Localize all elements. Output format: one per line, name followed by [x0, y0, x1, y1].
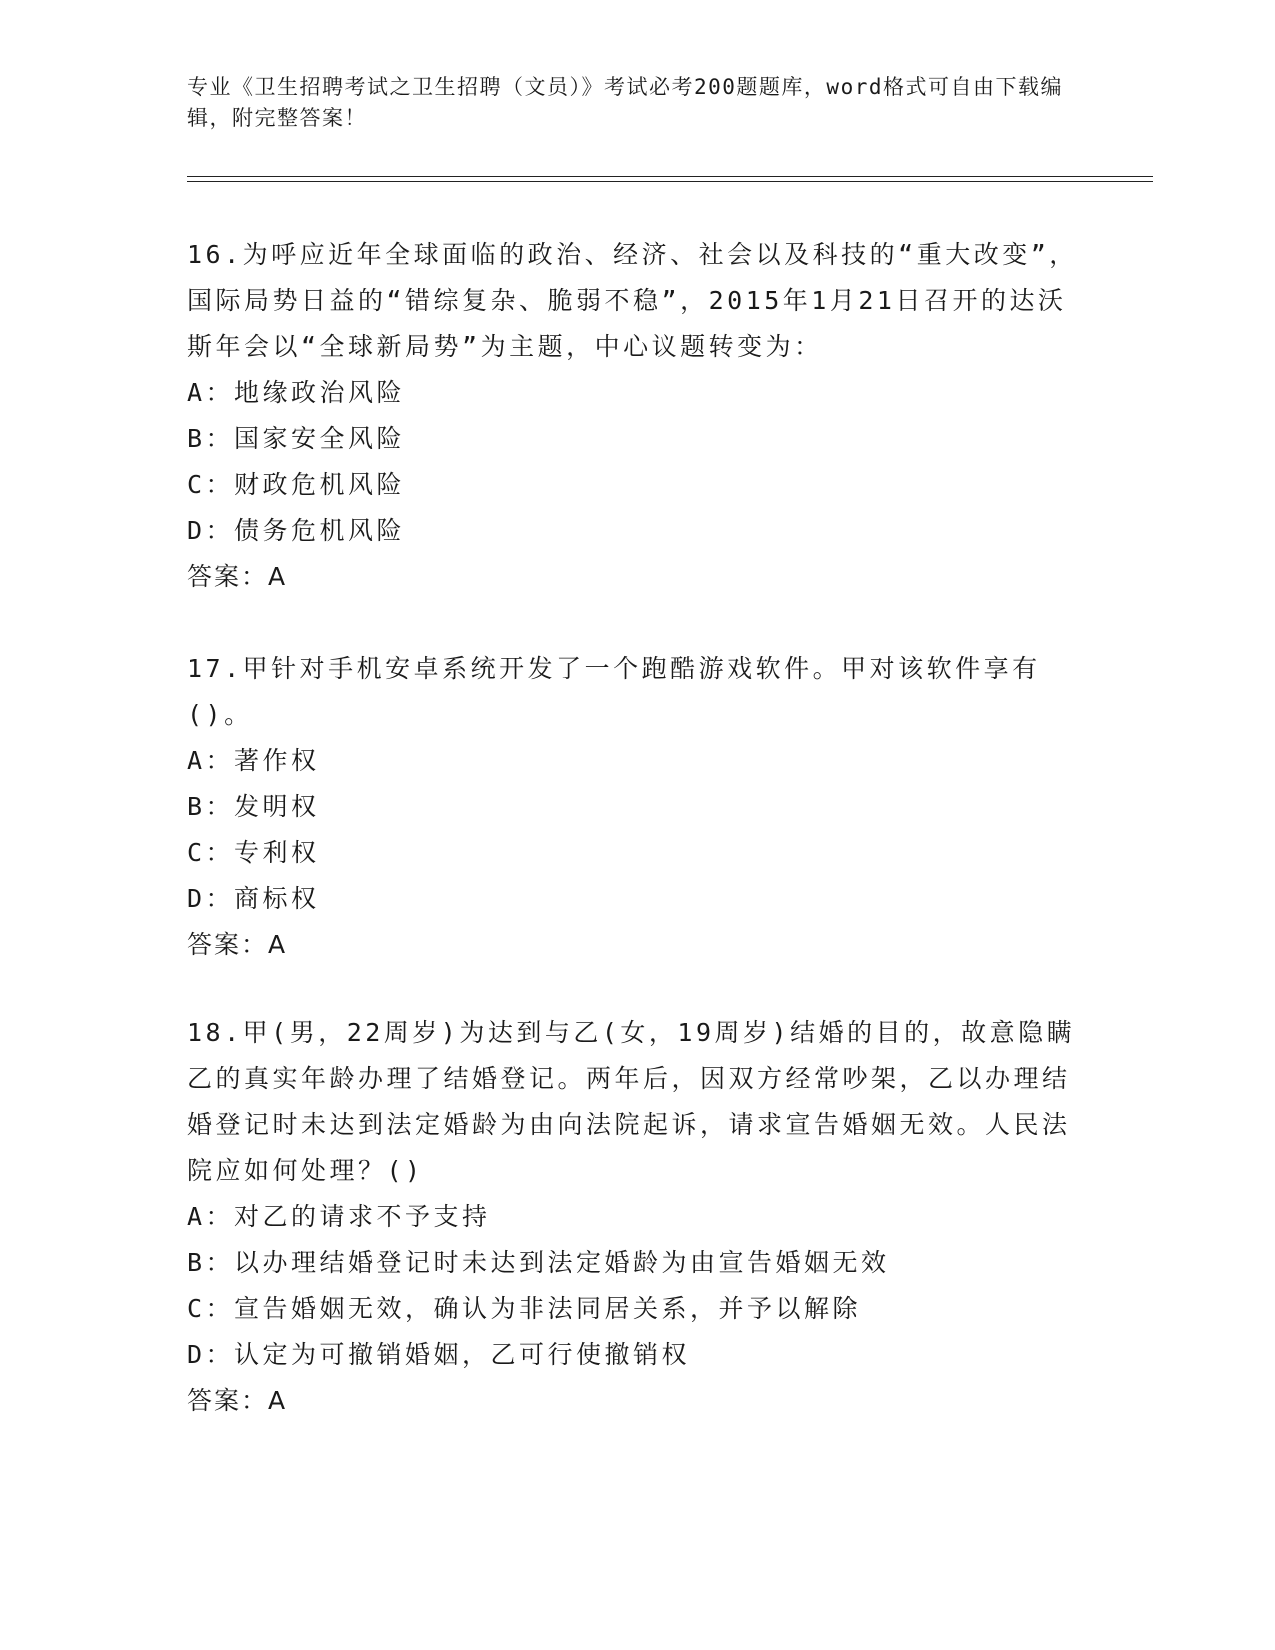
question-16 — [187, 232, 1087, 600]
option-d: D：商标权 — [187, 884, 320, 913]
option-d: D：债务危机风险 — [187, 516, 406, 545]
option-c: C：宣告婚姻无效，确认为非法同居关系，并予以解除 — [187, 1294, 862, 1323]
option-b: B：发明权 — [187, 792, 320, 821]
question-18 — [187, 1010, 1087, 1424]
header-divider-top — [187, 176, 1153, 177]
option-c: C：专利权 — [187, 838, 320, 867]
question-17 — [187, 646, 1087, 968]
option-a: A：对乙的请求不予支持 — [187, 1202, 491, 1231]
question-stem: 16.为呼应近年全球面临的政治、经济、社会以及科技的“重大改变”，国际局势日益的“错综复杂、脆弱不稳”，2015年1月21日召开的达沃斯年会以“全球新局势”为主题，中心议题转变为： — [187, 240, 1078, 361]
option-b: B：以办理结婚登记时未达到法定婚龄为由宣告婚姻无效 — [187, 1248, 890, 1277]
option-a: A：地缘政治风险 — [187, 378, 406, 407]
header-divider-bottom — [187, 181, 1153, 182]
option-b: B：国家安全风险 — [187, 424, 406, 453]
option-a: A：著作权 — [187, 746, 320, 775]
option-c: C：财政危机风险 — [187, 470, 406, 499]
answer-line: 答案：A — [187, 930, 288, 959]
answer-line: 答案：A — [187, 1386, 288, 1415]
question-stem: 18.甲(男，22周岁)为达到与乙(女，19周岁)结婚的目的，故意隐瞒乙的真实年龄办理了结婚登记。两年后，因双方经常吵架，乙以办理结婚登记时未达到法定婚龄为由向法院起诉，请求宣告婚姻无效。人民法院应如何处理？() — [187, 1018, 1076, 1185]
question-stem: 17.甲针对手机安卓系统开发了一个跑酷游戏软件。甲对该软件享有()。 — [187, 654, 1041, 729]
option-d: D：认定为可撤销婚姻，乙可行使撤销权 — [187, 1340, 691, 1369]
document-header: 专业《卫生招聘考试之卫生招聘（文员）》考试必考200题题库，word格式可自由下载编辑，附完整答案！ — [187, 75, 1063, 130]
answer-line: 答案：A — [187, 562, 288, 591]
